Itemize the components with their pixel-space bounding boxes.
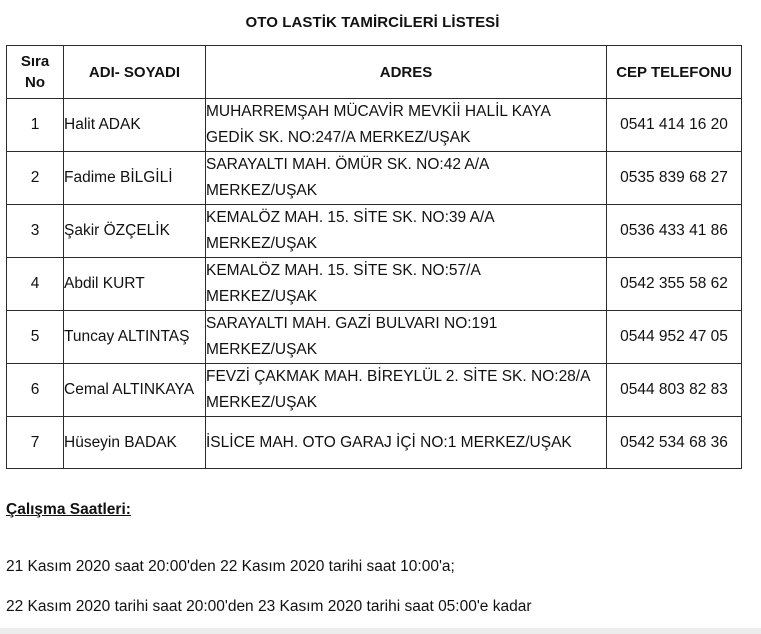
- page-title: OTO LASTİK TAMİRCİLERİ LİSTESİ: [245, 14, 500, 31]
- row-phone: 0535 839 68 27: [607, 152, 742, 205]
- row-phone: 0544 803 82 83: [607, 364, 742, 417]
- row-phone: 0542 534 68 36: [607, 417, 742, 469]
- table-row: [7, 99, 742, 152]
- table-row: [7, 258, 742, 311]
- row-name: Halit ADAK: [64, 99, 206, 152]
- working-hours-line: 22 Kasım 2020 tarihi saat 20:00'den 23 Kasım 2020 tarihi saat 05:00'e kadar: [6, 598, 532, 615]
- row-address-line2: MERKEZ/UŞAK: [206, 288, 318, 305]
- page-bottom-strip: [0, 628, 761, 634]
- table-row: [7, 311, 742, 364]
- row-address-line1: İSLİCE MAH. OTO GARAJ İÇİ NO:1 MERKEZ/UŞAK: [206, 433, 572, 451]
- row-address-line2: MERKEZ/UŞAK: [206, 182, 318, 199]
- header-address: ADRES: [206, 46, 607, 99]
- row-address-line1: SARAYALTI MAH. GAZİ BULVARI NO:191: [206, 315, 498, 332]
- row-address: [206, 205, 607, 258]
- row-name: Şakir ÖZÇELİK: [64, 205, 206, 258]
- row-address-line1: KEMALÖZ MAH. 15. SİTE SK. NO:39 A/A: [206, 209, 495, 226]
- row-number: 6: [7, 364, 64, 417]
- row-address: [206, 364, 607, 417]
- row-address-line2: MERKEZ/UŞAK: [206, 394, 318, 411]
- table-row: [7, 417, 742, 469]
- row-name: Abdil KURT: [64, 258, 206, 311]
- row-address-line2: MERKEZ/UŞAK: [206, 341, 318, 358]
- row-address: [206, 258, 607, 311]
- table-header-row: [7, 46, 742, 99]
- row-phone: 0542 355 58 62: [607, 258, 742, 311]
- row-name: Fadime BİLGİLİ: [64, 152, 206, 205]
- row-address: [206, 152, 607, 205]
- row-phone: 0544 952 47 05: [607, 311, 742, 364]
- table-row: [7, 152, 742, 205]
- row-address-line1: SARAYALTI MAH. ÖMÜR SK. NO:42 A/A: [206, 156, 490, 173]
- row-address: [206, 417, 607, 469]
- row-phone: 0536 433 41 86: [607, 205, 742, 258]
- header-no: [7, 46, 64, 99]
- header-name: ADI- SOYADI: [64, 46, 206, 99]
- working-hours-line: 21 Kasım 2020 saat 20:00'den 22 Kasım 2020 tarihi saat 10:00'a;: [6, 558, 455, 575]
- row-number: 4: [7, 258, 64, 311]
- row-address-line2: MERKEZ/UŞAK: [206, 235, 318, 252]
- row-address-line1: MUHARREMŞAH MÜCAVİR MEVKİİ HALİL KAYA: [206, 103, 551, 120]
- row-name: Cemal ALTINKAYA: [64, 364, 206, 417]
- header-phone: CEP TELEFONU: [607, 46, 742, 99]
- row-number: 2: [7, 152, 64, 205]
- row-phone: 0541 414 16 20: [607, 99, 742, 152]
- row-address-line1: FEVZİ ÇAKMAK MAH. BİREYLÜL 2. SİTE SK. NO:28/A: [206, 368, 591, 385]
- row-number: 5: [7, 311, 64, 364]
- working-hours-heading: Çalışma Saatleri:: [6, 501, 131, 518]
- row-address-line2: GEDİK SK. NO:247/A MERKEZ/UŞAK: [206, 129, 471, 146]
- row-address: [206, 311, 607, 364]
- row-name: Tuncay ALTINTAŞ: [64, 311, 206, 364]
- row-address-line1: KEMALÖZ MAH. 15. SİTE SK. NO:57/A: [206, 262, 481, 279]
- table-row: [7, 205, 742, 258]
- header-no-line1: Sıra: [20, 53, 50, 70]
- row-name: Hüseyin BADAK: [64, 417, 206, 469]
- header-no-line2: No: [25, 74, 45, 91]
- row-number: 1: [7, 99, 64, 152]
- row-number: 7: [7, 417, 64, 469]
- row-address: [206, 99, 607, 152]
- repair-shop-table: [6, 45, 742, 469]
- table-row: [7, 364, 742, 417]
- row-number: 3: [7, 205, 64, 258]
